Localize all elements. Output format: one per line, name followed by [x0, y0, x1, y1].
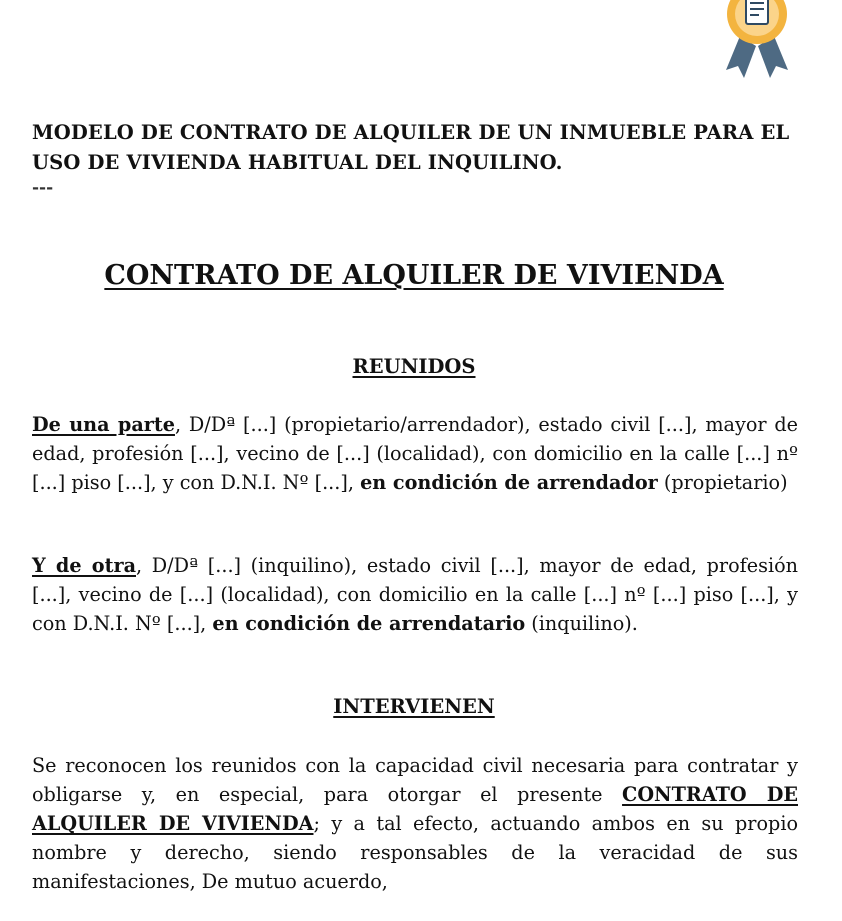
contract-title [0, 258, 828, 294]
paragraph-arrendatario [32, 551, 798, 638]
section-heading-text: INTERVIENEN [333, 695, 495, 718]
party-label: Y de otra [32, 554, 136, 577]
document-title: MODELO DE CONTRATO DE ALQUILER DE UN INMUEBLE PARA EL USO DE VIVIENDA HABITUAL DEL INQUILINO. [32, 121, 790, 174]
section-heading-text: REUNIDOS [352, 355, 476, 378]
paragraph-text: Se reconocen los reunidos con la capacidad civil necesaria para contratar y obligarse y, en especial, para otorgar el presente [32, 754, 798, 806]
role-bold-text: en condición de arrendatario [212, 612, 526, 635]
paragraph-text: ; y a tal efecto, actuando ambos en su propio nombre y derecho, siendo responsables de la veracidad de sus manifestaciones, De mutuo acuerdo, [32, 812, 799, 893]
contract-title-text: CONTRATO DE ALQUILER DE VIVIENDA [104, 260, 724, 291]
party-label: De una parte [32, 413, 175, 436]
separator: --- [32, 178, 54, 198]
paragraph-text: (propietario) [657, 471, 788, 494]
document-award-icon [714, 0, 800, 88]
section-heading-intervienen [0, 694, 828, 720]
contract-reference: CONTRATO DE ALQUILER DE VIVIENDA [32, 783, 798, 835]
role-bold-text: en condición de arrendador [360, 471, 658, 494]
paragraph-arrendador [32, 410, 798, 497]
paragraph-text: (inquilino). [525, 612, 638, 635]
paragraph-intervienen [32, 751, 798, 896]
section-heading-reunidos [0, 354, 828, 380]
paragraph-text: , D/Dª [...] (propietario/arrendador), estado civil [...], mayor de edad, profesión [...], vecino de [...] (localidad), con domicilio en la calle [...] nº [...] piso [...], y con D.N.I. Nº [...], [32, 413, 798, 494]
paragraph-text: , D/Dª [...] (inquilino), estado civil [...], mayor de edad, profesión [...], vecino de [...] (localidad), con domicilio en la calle [...] nº [...] piso [...], y con D.N.I. Nº [...], [32, 554, 798, 635]
